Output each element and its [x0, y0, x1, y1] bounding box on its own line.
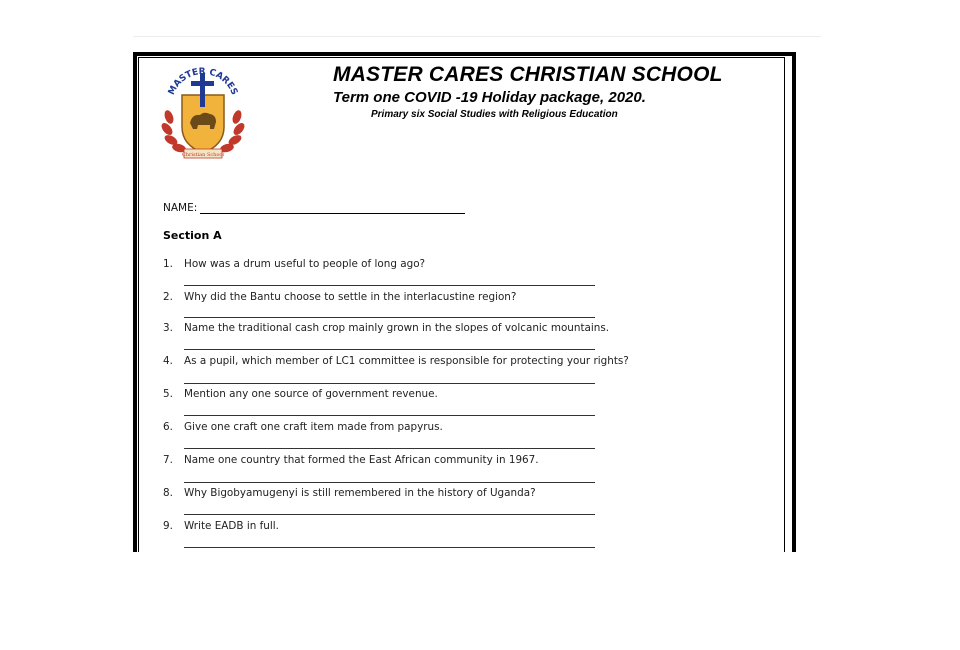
- logo-arc-text: MASTER CARES: [166, 66, 240, 97]
- question-text: Why Bigobyamugenyi is still remembered in the history of Uganda?: [184, 487, 536, 499]
- section-heading: Section A: [163, 229, 222, 242]
- answer-line: [184, 547, 595, 548]
- question-item: [163, 520, 279, 532]
- question-text: As a pupil, which member of LC1 committee is responsible for protecting your rights?: [184, 355, 629, 367]
- question-item: [163, 322, 609, 334]
- question-item: [163, 454, 539, 466]
- question-item: [163, 388, 438, 400]
- question-text: Name the traditional cash crop mainly grown in the slopes of volcanic mountains.: [184, 322, 610, 334]
- page-top-divider: [133, 36, 821, 37]
- document-content: [133, 52, 796, 552]
- answer-line: [184, 349, 595, 350]
- question-item: [163, 421, 443, 433]
- answer-line: [184, 448, 595, 449]
- question-item: [163, 355, 629, 367]
- answer-line: [184, 285, 595, 286]
- answer-line: [184, 482, 595, 483]
- question-text: Write EADB in full.: [184, 520, 279, 532]
- answer-line: [184, 415, 595, 416]
- answer-line: [184, 514, 595, 515]
- question-number: 8.: [163, 487, 173, 499]
- question-number: 9.: [163, 520, 173, 532]
- question-text: Mention any one source of government revenue.: [184, 388, 438, 400]
- question-text: Name one country that formed the East African community in 1967.: [184, 454, 539, 466]
- question-item: [163, 291, 516, 303]
- question-number: 7.: [163, 454, 173, 466]
- logo-banner-text: Christian School: [181, 152, 225, 158]
- subject-line: Primary six Social Studies with Religious Education: [371, 109, 618, 120]
- question-number: 6.: [163, 421, 173, 433]
- school-crest-logo: [160, 65, 246, 161]
- answer-line: [184, 383, 595, 384]
- question-number: 1.: [163, 258, 173, 270]
- document-header: [323, 62, 723, 121]
- answer-line: [184, 317, 595, 318]
- question-text: How was a drum useful to people of long ago?: [184, 258, 426, 270]
- question-text: Give one craft one craft item made from papyrus.: [184, 421, 443, 433]
- question-number: 4.: [163, 355, 173, 367]
- cross-icon: [200, 73, 205, 107]
- question-item: [163, 258, 425, 270]
- school-name: MASTER CARES CHRISTIAN SCHOOL: [333, 63, 723, 86]
- question-item: [163, 487, 536, 499]
- package-title: Term one COVID -19 Holiday package, 2020.: [333, 89, 646, 106]
- name-label: NAME:: [163, 202, 198, 214]
- name-underline: [200, 202, 465, 214]
- document-page: [133, 52, 798, 552]
- question-number: 2.: [163, 291, 173, 303]
- question-number: 5.: [163, 388, 173, 400]
- name-field-row: [163, 202, 465, 214]
- question-text: Why did the Bantu choose to settle in the interlacustine region?: [184, 291, 517, 303]
- question-number: 3.: [163, 322, 173, 334]
